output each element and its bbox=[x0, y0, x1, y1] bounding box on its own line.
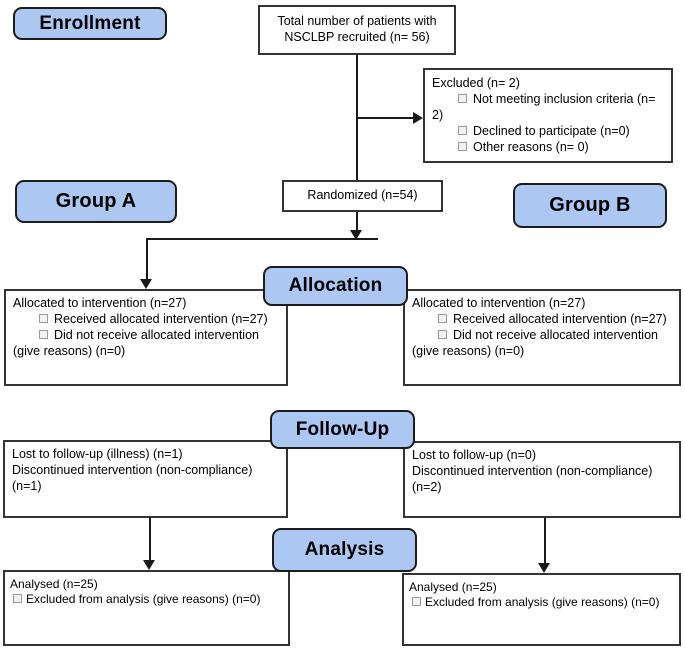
connector-branch-left-down bbox=[146, 240, 148, 279]
follow-up-line: Lost to follow-up (illness) (n=1) bbox=[12, 447, 183, 461]
excluded-box bbox=[423, 68, 673, 163]
allocation-list-item: Received allocated intervention (n=27) bbox=[13, 312, 279, 328]
follow-up-line: Discontinued intervention (non-compliance) (n=1) bbox=[12, 462, 253, 493]
allocation-box-group-a bbox=[4, 289, 288, 386]
analysis-a-title: Analysed (n=25) bbox=[10, 577, 98, 591]
allocation-b-title: Allocated to intervention (n=27) bbox=[412, 296, 586, 310]
allocation-box-group-b bbox=[403, 289, 681, 386]
connector-branch-horizontal bbox=[146, 238, 378, 240]
excluded-list bbox=[432, 92, 664, 156]
excluded-list-item: Declined to participate (n=0) bbox=[432, 124, 664, 140]
connector-followup-to-analysis-left bbox=[149, 518, 151, 561]
analysis-a-list bbox=[10, 592, 283, 607]
connector-randomized-down bbox=[356, 212, 358, 231]
allocation-a-title: Allocated to intervention (n=27) bbox=[13, 296, 187, 310]
arrowhead-allocation-left-icon bbox=[140, 279, 152, 289]
arrowhead-analysis-left-icon bbox=[143, 560, 155, 570]
follow-up-line: Discontinued intervention (non-compliance) (n=2) bbox=[412, 463, 653, 494]
recruited-box bbox=[258, 5, 456, 55]
group-a-badge: Group A bbox=[15, 180, 177, 223]
follow-up-line: Lost to follow-up (n=0) bbox=[412, 448, 537, 462]
analysis-list-item: Excluded from analysis (give reasons) (n=0) bbox=[409, 595, 674, 610]
excluded-list-item: Not meeting inclusion criteria (n= 2) bbox=[432, 92, 664, 124]
connector-followup-to-analysis-right bbox=[544, 518, 546, 564]
analysis-box-group-a bbox=[3, 570, 290, 646]
analysis-b-title: Analysed (n=25) bbox=[409, 580, 497, 594]
allocation-list-item: Did not receive allocated intervention (give reasons) (n=0) bbox=[13, 328, 279, 360]
arrowhead-excluded-icon bbox=[413, 112, 423, 124]
follow-up-box-group-b bbox=[403, 441, 681, 518]
group-b-badge: Group B bbox=[513, 183, 667, 228]
allocation-list-item: Received allocated intervention (n=27) bbox=[412, 312, 672, 328]
enrollment-badge: Enrollment bbox=[13, 7, 167, 40]
follow-up-badge: Follow-Up bbox=[270, 410, 415, 449]
allocation-badge: Allocation bbox=[263, 266, 408, 306]
allocation-b-list bbox=[412, 312, 672, 360]
randomized-text: Randomized (n=54) bbox=[307, 188, 418, 203]
follow-up-box-group-a bbox=[3, 440, 288, 518]
analysis-badge: Analysis bbox=[272, 528, 417, 572]
allocation-list-item: Did not receive allocated intervention (give reasons) (n=0) bbox=[412, 328, 672, 360]
excluded-list-item: Other reasons (n= 0) bbox=[432, 140, 664, 156]
analysis-box-group-b bbox=[402, 573, 681, 646]
follow-up-b-lines bbox=[412, 448, 672, 496]
arrowhead-analysis-right-icon bbox=[538, 563, 550, 573]
analysis-list-item: Excluded from analysis (give reasons) (n=0) bbox=[10, 592, 283, 607]
recruited-text: Total number of patients with NSCLBP recruited (n= 56) bbox=[277, 14, 437, 44]
arrowhead-randomized-icon bbox=[350, 230, 362, 240]
follow-up-a-lines bbox=[12, 447, 279, 495]
analysis-b-list bbox=[409, 595, 674, 610]
excluded-title: Excluded (n= 2) bbox=[432, 76, 520, 90]
allocation-a-list bbox=[13, 312, 279, 360]
randomized-box bbox=[282, 180, 443, 212]
connector-to-excluded bbox=[357, 117, 413, 119]
